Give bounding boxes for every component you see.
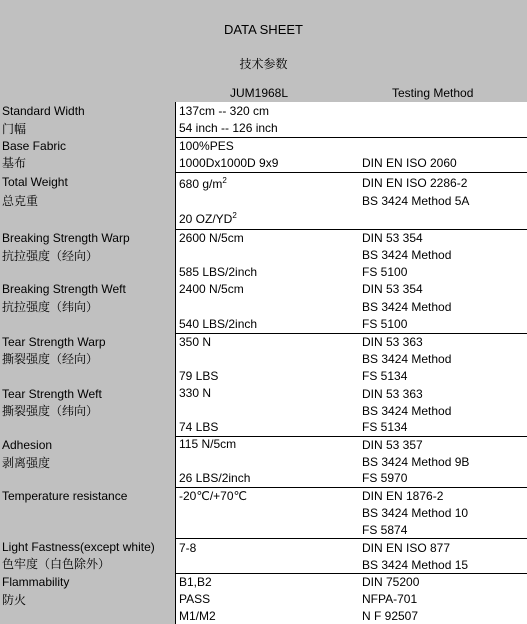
property-name-cn: 撕裂强度（纬向） [2, 404, 99, 418]
test-method: DIN 53 354 [362, 282, 423, 296]
property-name-cn: 色牢度（白色除外） [2, 557, 111, 571]
test-method: BS 3424 Method [362, 352, 452, 366]
property-name: Total Weight [2, 175, 68, 189]
property-value [179, 177, 227, 191]
column-divider [175, 333, 176, 436]
property-value: PASS [179, 592, 211, 606]
property-value: 2400 N/5cm [179, 282, 244, 296]
table-row [0, 102, 527, 137]
property-value: 74 LBS [179, 420, 219, 434]
property-name-cn: 剥离强度 [2, 456, 51, 470]
property-name: Tear Strength Warp [2, 335, 106, 349]
property-name: Base Fabric [2, 139, 67, 153]
property-name: Temperature resistance [2, 489, 128, 503]
property-value: 26 LBS/2inch [179, 471, 251, 485]
test-method: DIN 53 354 [362, 231, 423, 245]
table-row [0, 538, 527, 573]
test-method: BS 3424 Method [362, 248, 452, 262]
test-method: BS 3424 Method [362, 404, 452, 418]
table-row [0, 229, 527, 333]
property-name: Tear Strength Weft [2, 387, 102, 401]
property-value: -20℃/+70℃ [179, 489, 247, 503]
model-number: JUM1968L [230, 86, 289, 100]
sheet-title: DATA SHEET [224, 22, 303, 37]
sheet-header [0, 0, 527, 102]
property-name: Adhesion [2, 438, 53, 452]
property-name: Light Fastness(except white) [2, 540, 155, 554]
property-value: 330 N [179, 386, 212, 400]
column-divider [175, 487, 176, 538]
table-row [0, 137, 527, 172]
test-method: FS 5100 [362, 317, 408, 331]
test-method: DIN 53 357 [362, 438, 423, 452]
value-text: 680 g/m [179, 177, 223, 191]
property-value: 7-8 [179, 541, 197, 555]
property-name-cn: 基布 [2, 156, 27, 170]
column-divider [175, 538, 176, 573]
property-value: 350 N [179, 335, 212, 349]
property-name-cn: 门幅 [2, 122, 27, 136]
property-value: B1,B2 [179, 575, 212, 589]
test-method: FS 5874 [362, 523, 408, 537]
table-row [0, 436, 527, 487]
table-row [0, 172, 527, 229]
property-value: 540 LBS/2inch [179, 317, 258, 331]
column-divider [175, 229, 176, 333]
test-method: DIN 75200 [362, 575, 420, 589]
property-value: 100%PES [179, 139, 234, 153]
property-name-cn: 防火 [2, 593, 27, 607]
property-name: Breaking Strength Weft [2, 282, 126, 296]
test-method: N F 92507 [362, 609, 419, 623]
test-method: DIN 53 363 [362, 335, 423, 349]
test-method: BS 3424 Method 5A [362, 194, 470, 208]
testing-method-header: Testing Method [392, 86, 474, 100]
column-divider [175, 102, 176, 137]
sheet-title-cn: 技术参数 [239, 57, 288, 71]
test-method: FS 5970 [362, 471, 408, 485]
test-method: BS 3424 Method 15 [362, 558, 469, 572]
property-name-cn: 抗拉强度（纬向） [2, 300, 99, 314]
property-name: Standard Width [2, 104, 85, 118]
property-value: 585 LBS/2inch [179, 265, 258, 279]
property-name-cn: 撕裂强度（经向） [2, 352, 99, 366]
property-value: 2600 N/5cm [179, 231, 244, 245]
column-divider [175, 172, 176, 229]
property-value: 137cm -- 320 cm [179, 104, 270, 118]
test-method: DIN EN ISO 2286-2 [362, 176, 468, 190]
superscript: 2 [232, 211, 237, 220]
test-method: DIN EN ISO 877 [362, 541, 451, 555]
test-method: NFPA-701 [362, 592, 418, 606]
superscript: 2 [222, 176, 227, 185]
test-method: FS 5100 [362, 265, 408, 279]
property-name-cn: 抗拉强度（经向） [2, 249, 99, 263]
property-value: 1000Dx1000D 9x9 [179, 156, 279, 170]
property-value: M1/M2 [179, 609, 216, 623]
column-divider [175, 137, 176, 172]
property-name-cn: 总克重 [2, 194, 39, 208]
test-method: FS 5134 [362, 369, 408, 383]
property-value: 79 LBS [179, 369, 219, 383]
test-method: BS 3424 Method [362, 300, 452, 314]
test-method: DIN EN ISO 2060 [362, 156, 457, 170]
property-value: 54 inch -- 126 inch [179, 121, 278, 135]
test-method: BS 3424 Method 10 [362, 506, 469, 520]
table-row [0, 333, 527, 436]
property-name: Flammability [2, 575, 70, 589]
test-method: DIN 53 363 [362, 387, 423, 401]
property-name: Breaking Strength Warp [2, 231, 130, 245]
property-value: 115 N/5cm [179, 437, 237, 451]
column-divider [175, 436, 176, 487]
test-method: DIN EN 1876-2 [362, 489, 444, 503]
test-method: BS 3424 Method 9B [362, 455, 470, 469]
table-row [0, 573, 527, 624]
column-divider [175, 573, 176, 624]
table-row [0, 487, 527, 538]
value-text: 20 OZ/YD [179, 212, 233, 226]
test-method: FS 5134 [362, 420, 408, 434]
property-value [179, 212, 237, 226]
